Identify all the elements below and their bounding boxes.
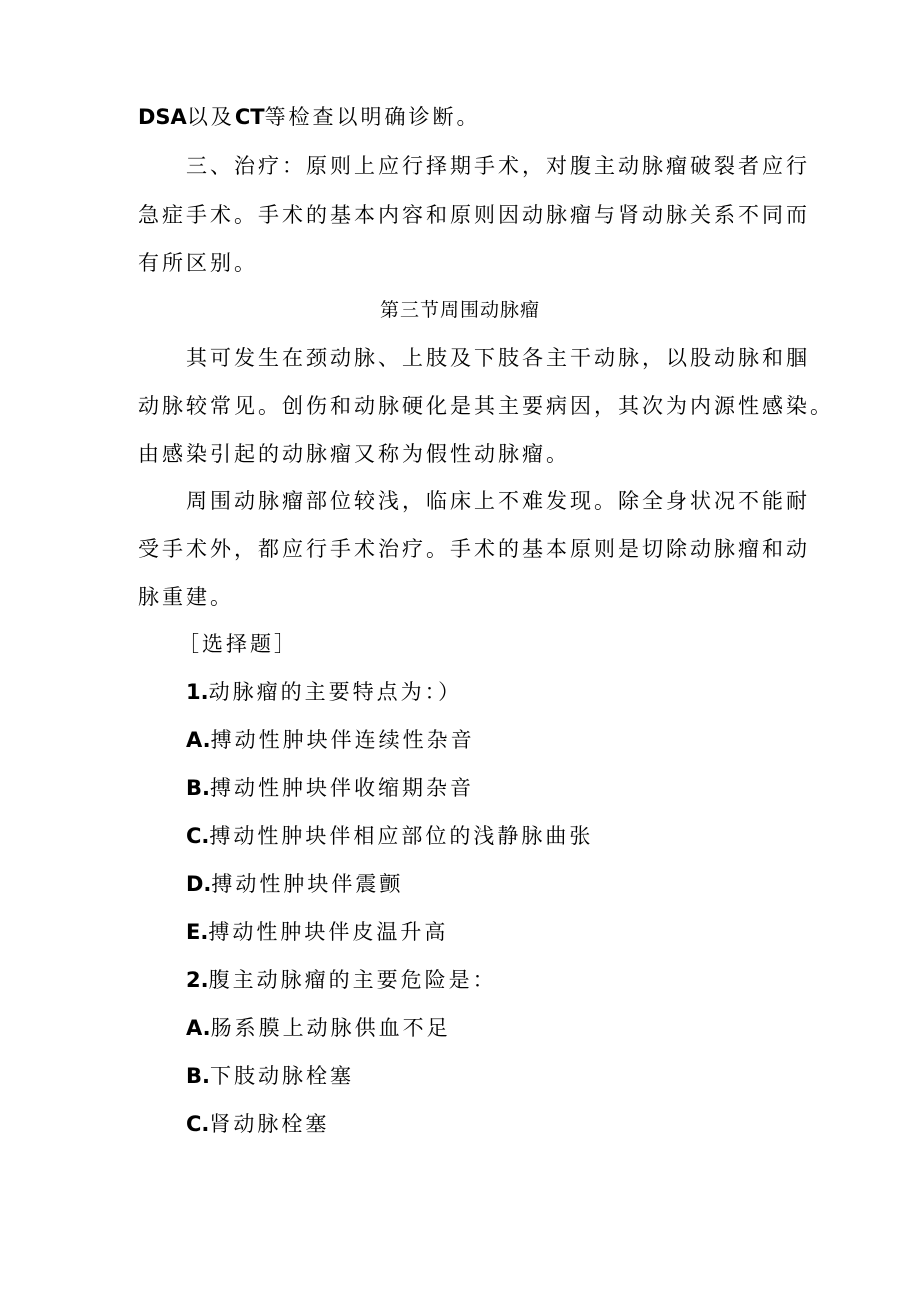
question-2-number: 2.: [186, 968, 209, 992]
option-text: 搏动性肿块伴皮温升高: [208, 920, 449, 944]
option-text: 搏动性肿块伴收缩期杂音: [209, 776, 474, 800]
para1-line-3: 由感染引起的动脉瘤又称为假性动脉瘤。: [138, 442, 570, 466]
option-letter: E.: [186, 920, 209, 944]
diagnosis-connector: 以及: [186, 105, 235, 129]
q1-option-a: [186, 726, 475, 754]
option-letter: B.: [186, 1064, 210, 1088]
option-text: 搏动性肿块伴震颤: [211, 872, 404, 896]
q1-option-c: [186, 822, 593, 850]
para2-line-1: 周围动脉瘤部位较浅，临床上不难发现。除全身状况不能耐: [186, 489, 810, 513]
q1-option-b: [186, 774, 474, 802]
para1-line-1: 其可发生在颈动脉、上肢及下肢各主干动脉，以股动脉和腘: [186, 346, 810, 370]
option-letter: D.: [186, 872, 212, 896]
option-letter: B.: [186, 776, 210, 800]
treatment-line-2: 急症手术。手术的基本内容和原则因动脉瘤与肾动脉关系不同而: [138, 203, 810, 227]
question-2-text: 腹主动脉瘤的主要危险是：: [208, 968, 497, 992]
option-text: 肾动脉栓塞: [209, 1112, 330, 1136]
option-letter: C.: [186, 1112, 210, 1136]
option-letter: A.: [186, 1016, 211, 1040]
quiz-heading: ［选择题］: [178, 632, 298, 656]
dsa-term: DSA: [138, 105, 187, 129]
para1-line-2: 动脉较常见。创伤和动脉硬化是其主要病因，其次为内源性感染。: [138, 394, 834, 418]
q2-option-c: [186, 1110, 329, 1138]
option-letter: C.: [186, 824, 210, 848]
treatment-line-3: 有所区别。: [138, 251, 258, 275]
option-text: 下肢动脉栓塞: [209, 1064, 354, 1088]
q1-option-e: [186, 918, 448, 946]
ct-term: CT: [234, 105, 265, 129]
option-text: 肠系膜上动脉供血不足: [210, 1016, 451, 1040]
diagnosis-rest: 等检查以明确诊断。: [264, 105, 481, 129]
diagnosis-line: [138, 103, 481, 131]
question-2: [186, 966, 497, 994]
q2-option-b: [186, 1062, 354, 1090]
option-text: 搏动性肿块伴连续性杂音: [210, 728, 475, 752]
section-title: 第三节周围动脉瘤: [379, 299, 540, 321]
question-1-text: 动脉瘤的主要特点为：）: [208, 680, 463, 704]
para2-line-3: 脉重建。: [138, 585, 234, 609]
option-text: 搏动性肿块伴相应部位的浅静脉曲张: [209, 824, 594, 848]
q1-option-d: [186, 870, 403, 898]
question-1-number: 1.: [186, 680, 209, 704]
question-1: [186, 678, 462, 706]
treatment-line-1: 三、治疗：原则上应行择期手术，对腹主动脉瘤破裂者应行: [186, 154, 810, 178]
option-letter: A.: [186, 728, 211, 752]
para2-line-2: 受手术外，都应行手术治疗。手术的基本原则是切除动脉瘤和动: [138, 537, 810, 561]
q2-option-a: [186, 1014, 451, 1042]
